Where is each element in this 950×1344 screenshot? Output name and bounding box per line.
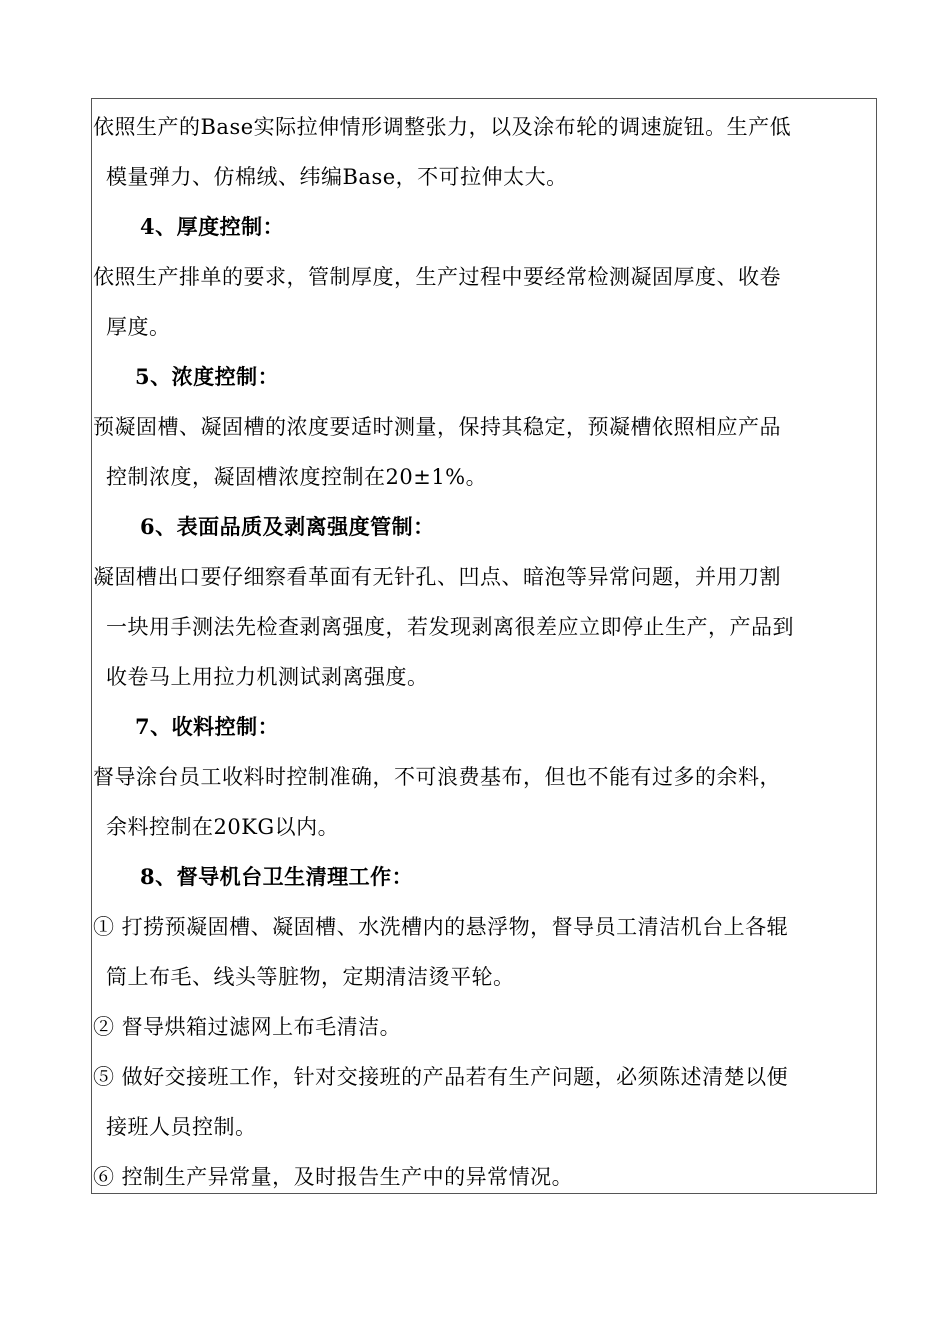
list-item-1-line-1: ① 打捞预凝固槽、凝固槽、水洗槽内的悬浮物，督导员工清洁机台上各辊 [93,915,789,939]
list-item-5-line-2: 接班人员控制。 [106,1115,257,1139]
heading-hygiene-cleaning: 8、督导机台卫生清理工作： [140,864,414,889]
list-item-5-line-1: ⑤ 做好交接班工作，针对交接班的产品若有生产问题，必须陈述清楚以便 [93,1065,789,1089]
paragraph-surface-line-3: 收卷马上用拉力机测试剥离强度。 [106,665,429,689]
paragraph-surface-line-2: 一块用手测法先检查剥离强度，若发现剥离很差应立即停止生产，产品到 [106,615,794,639]
heading-surface-quality: 6、表面品质及剥离强度管制： [140,514,435,539]
paragraph-thickness-line-2: 厚度。 [106,315,171,339]
heading-thickness-control: 4、厚度控制： [140,214,285,239]
list-item-1-line-2: 筒上布毛、线头等脏物，定期清洁烫平轮。 [106,965,515,989]
list-item-6: ⑥ 控制生产异常量，及时报告生产中的异常情况。 [93,1165,574,1189]
paragraph-material-line-2: 余料控制在20KG以内。 [106,815,340,839]
heading-material-control: 7、收料控制： [135,714,280,739]
paragraph-surface-line-1: 凝固槽出口要仔细察看革面有无针孔、凹点、暗泡等异常问题，并用刀割 [93,565,781,589]
heading-concentration-control: 5、浓度控制： [135,364,280,389]
list-item-2: ② 督导烘箱过滤网上布毛清洁。 [93,1015,402,1039]
paragraph-material-line-1: 督导涂台员工收料时控制准确，不可浪费基布，但也不能有过多的余料， [93,765,781,789]
paragraph-tension-line-2: 模量弹力、仿棉绒、纬编Base，不可拉伸太大。 [106,165,568,189]
paragraph-thickness-line-1: 依照生产排单的要求，管制厚度，生产过程中要经常检测凝固厚度、收卷 [93,265,781,289]
paragraph-concentration-line-1: 预凝固槽、凝固槽的浓度要适时测量，保持其稳定，预凝槽依照相应产品 [93,415,781,439]
paragraph-tension-line-1: 依照生产的Base实际拉伸情形调整张力，以及涂布轮的调速旋钮。生产低 [93,115,792,139]
paragraph-concentration-line-2: 控制浓度，凝固槽浓度控制在20±1%。 [106,465,488,489]
